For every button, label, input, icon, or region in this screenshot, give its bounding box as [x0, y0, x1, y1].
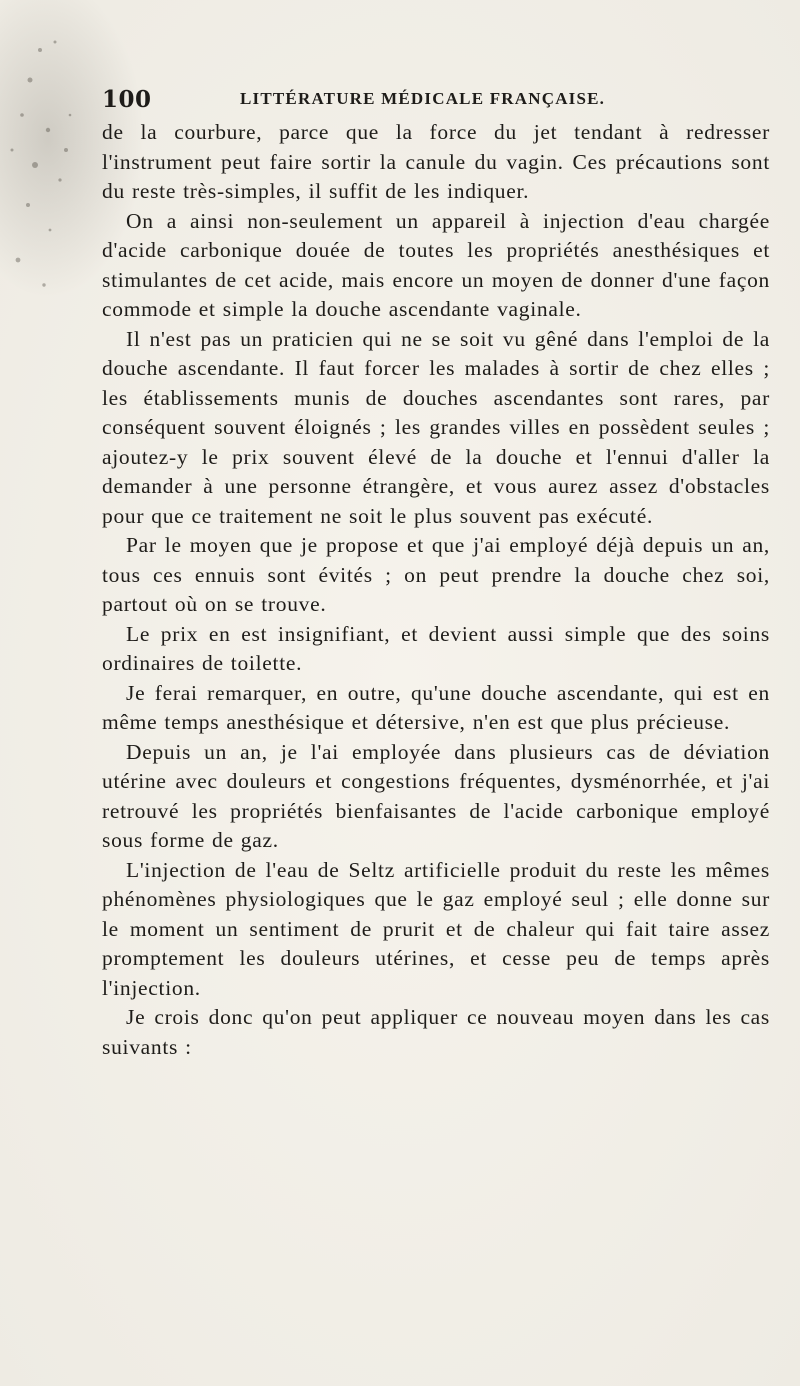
page-stain [0, 20, 110, 310]
paragraph: Je crois donc qu'on peut appliquer ce nouveau moyen dans les cas suivants : [102, 1005, 770, 1059]
paragraph: Depuis un an, je l'ai employée dans plusieurs cas de déviation utérine avec douleurs et congestions fréquentes, dysménorrhée, et j'ai retrouvé les propriétés bienfaisantes de l'acide carbonique employé sous forme de gaz. [102, 739, 770, 852]
page-header [102, 86, 762, 112]
running-title: LITTÉRATURE MÉDICALE FRANÇAISE. [240, 89, 606, 108]
paragraph: On a ainsi non-seulement un appareil à injection d'eau chargée d'acide carbonique douée de toutes les propriétés anesthésiques et stimulantes de cet acide, mais encore un moyen de donner d'une façon commode et simple la douche ascendante vaginale. [102, 208, 770, 321]
paragraph: Le prix en est insignifiant, et devient aussi simple que des soins ordinaires de toilette. [102, 621, 770, 675]
paragraph: Par le moyen que je propose et que j'ai employé déjà depuis un an, tous ces ennuis sont évités ; on peut prendre la douche chez soi, partout où on se trouve. [102, 533, 770, 616]
body-text [102, 118, 770, 1062]
paragraph: de la courbure, parce que la force du jet tendant à redresser l'instrument peut faire sortir la canule du vagin. Ces précautions sont du reste très-simples, il suffit de les indiquer. [102, 120, 770, 203]
paragraph: L'injection de l'eau de Seltz artificielle produit du reste les mêmes phénomènes physiologiques que le gaz employé seul ; elle donne sur le moment un sentiment de prurit et de chaleur qui fait taire assez promptement les douleurs utérines, et cesse peu de temps après l'injection. [102, 857, 770, 1000]
paragraph: Je ferai remarquer, en outre, qu'une douche ascendante, qui est en même temps anesthésique et détersive, n'en est que plus précieuse. [102, 680, 770, 734]
page-number: 100 [102, 86, 152, 113]
paragraph: Il n'est pas un praticien qui ne se soit vu gêné dans l'emploi de la douche ascendante. Il faut forcer les malades à sortir de chez elles ; les établissements munis de douches ascendantes sont rares, par conséquent souvent éloignés ; les grandes villes en possèdent seules ; ajoutez-y le prix souvent élevé de la douche et l'ennui d'aller la demander à une personne étrangère, et vous aurez assez d'obstacles pour que ce traitement ne soit le plus souvent pas exécuté. [102, 326, 770, 528]
